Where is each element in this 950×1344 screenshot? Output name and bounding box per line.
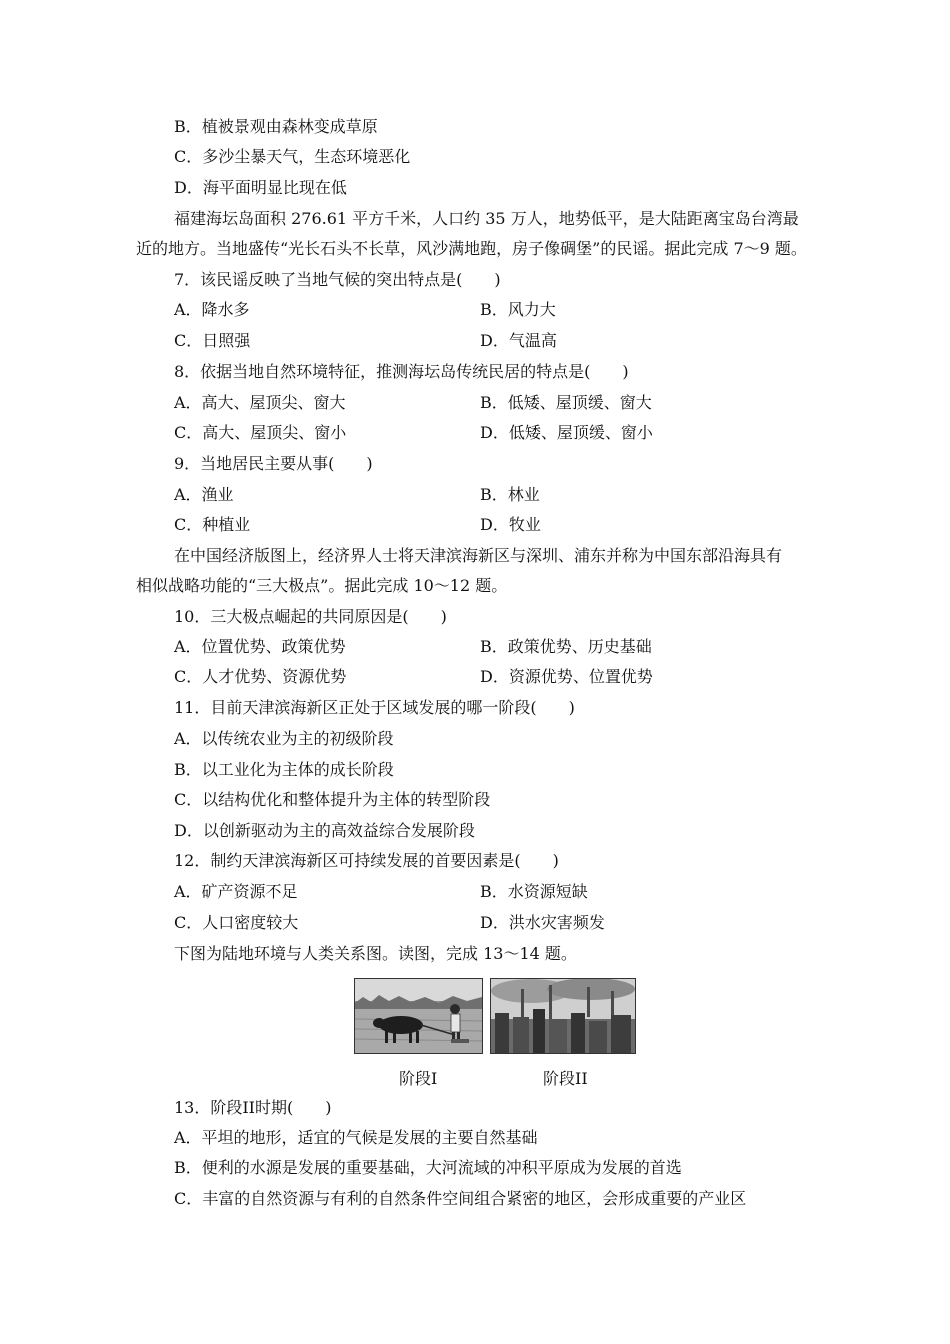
option-7b: B．风力大 [480,300,556,319]
option-8d: D．低矮、屋顶缓、窗小 [480,423,653,442]
question-8: 8．依据当地自然环境特征，推测海坛岛传统民居的特点是( ) [174,362,629,381]
option-10a: A．位置优势、政策优势 [174,637,346,656]
ox-plowing-illustration [355,979,482,1053]
option-12c: C．人口密度较大 [174,913,299,932]
question-7: 7．该民谣反映了当地气候的突出特点是( ) [174,270,501,289]
option-13c: C．丰富的自然资源与有利的自然条件空间组合紧密的地区，会形成重要的产业区 [174,1189,747,1208]
question-12: 12．制约天津滨海新区可持续发展的首要因素是( ) [174,851,559,870]
option-8b: B．低矮、屋顶缓、窗大 [480,393,652,412]
option-8a: A．高大、屋顶尖、窗大 [174,393,346,412]
question-9: 9．当地居民主要从事( ) [174,454,373,473]
option-11c: C．以结构优化和整体提升为主体的转型阶段 [174,790,491,809]
option-10b: B．政策优势、历史基础 [480,637,652,656]
option-6d: D．海平面明显比现在低 [174,178,347,197]
option-6b: B．植被景观由森林变成草原 [174,117,378,136]
option-7c: C．日照强 [174,331,251,350]
option-11b: B．以工业化为主体的成长阶段 [174,760,394,779]
stage-2-image [490,978,636,1054]
option-12a: A．矿产资源不足 [174,882,298,901]
question-11: 11．目前天津滨海新区正处于区域发展的哪一阶段( ) [174,698,575,717]
option-6c: C．多沙尘暴天气，生态环境恶化 [174,147,411,166]
industrial-city-illustration [491,979,635,1053]
option-13a: A．平坦的地形，适宜的气候是发展的主要自然基础 [174,1128,538,1147]
option-7a: A．降水多 [174,300,250,319]
option-7d: D．气温高 [480,331,557,350]
question-10: 10．三大极点崛起的共同原因是( ) [174,607,447,626]
figure-intro: 下图为陆地环境与人类关系图。读图，完成 13～14 题。 [174,944,577,963]
stage-1-image [354,978,483,1054]
option-8c: C．高大、屋顶尖、窗小 [174,423,347,442]
passage-10-12-line1: 在中国经济版图上，经济界人士将天津滨海新区与深圳、浦东并称为中国东部沿海具有 [174,546,783,565]
option-10c: C．人才优势、资源优势 [174,667,347,686]
passage-7-9-line1: 福建海坛岛面积 276.61 平方千米，人口约 35 万人，地势低平，是大陆距离宝岛台湾最 [174,209,799,228]
option-12b: B．水资源短缺 [480,882,588,901]
question-13: 13．阶段II时期( ) [174,1098,332,1117]
option-9a: A．渔业 [174,485,234,504]
option-13b: B．便利的水源是发展的重要基础，大河流域的冲积平原成为发展的首选 [174,1158,682,1177]
option-11a: A．以传统农业为主的初级阶段 [174,729,394,748]
option-12d: D．洪水灾害频发 [480,913,605,932]
option-9d: D．牧业 [480,515,541,534]
passage-7-9-line2: 近的地方。当地盛传“光长石头不长草，风沙满地跑，房子像碉堡”的民谣。据此完成 7～9 题。 [136,239,807,258]
stage-1-caption: 阶段I [399,1069,438,1088]
option-10d: D．资源优势、位置优势 [480,667,653,686]
passage-10-12-line2: 相似战略功能的“三大极点”。据此完成 10～12 题。 [136,576,508,595]
option-9c: C．种植业 [174,515,251,534]
option-11d: D．以创新驱动为主的高效益综合发展阶段 [174,821,475,840]
option-9b: B．林业 [480,485,540,504]
stage-2-caption: 阶段II [543,1069,588,1088]
